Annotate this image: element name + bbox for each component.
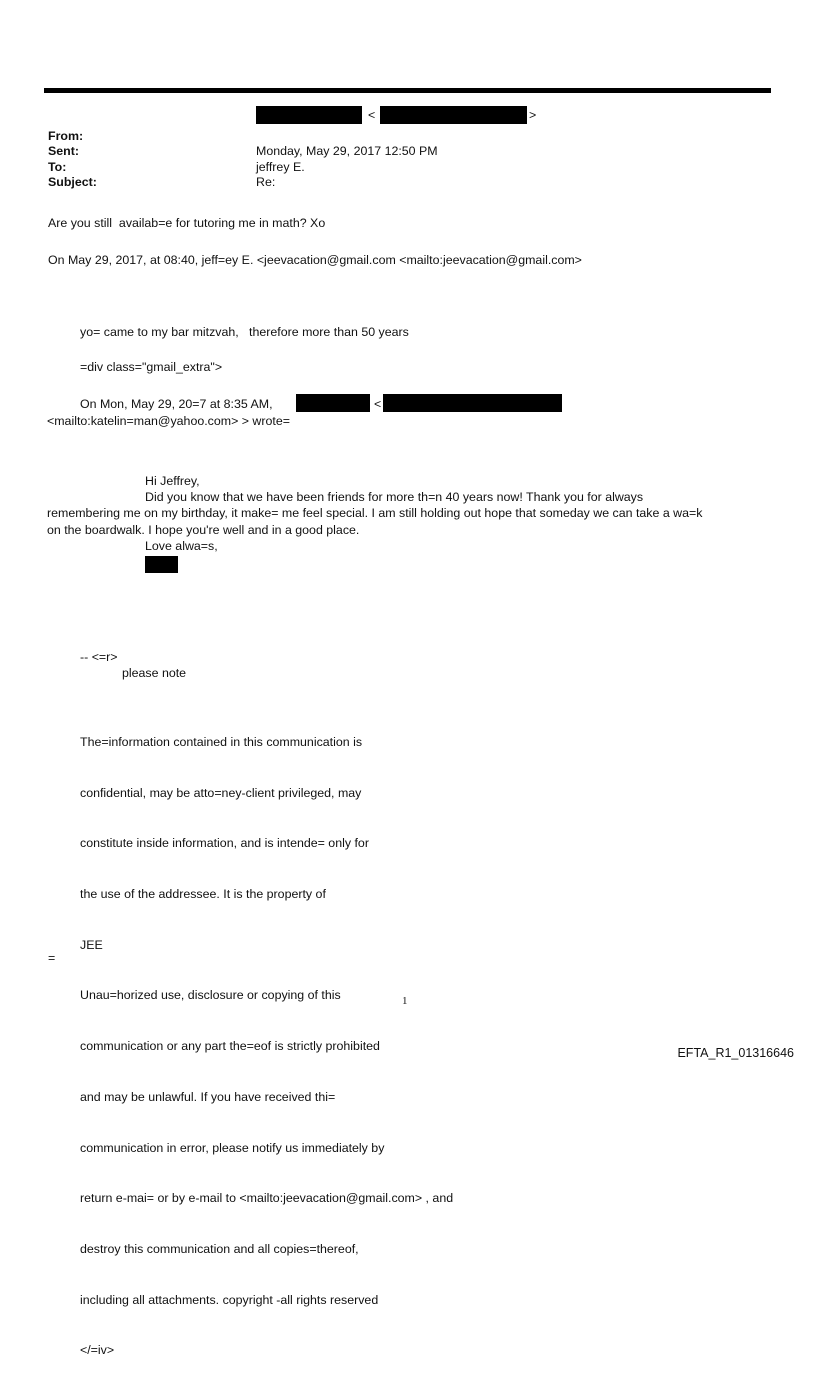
disclaimer-line: including all attachments. copyright -all rights reserved xyxy=(80,1292,379,1307)
closing: Love alwa=s, xyxy=(145,539,218,553)
disclaimer-line: return e-mai= or by e-mail to <mailto:jeevacation@gmail.com> , and xyxy=(80,1191,454,1206)
from-label: From: xyxy=(48,129,84,143)
body-line: yo= came to my bar mitzvah, therefore more than 50 years xyxy=(80,325,409,339)
sent-label: Sent: xyxy=(48,144,79,158)
subject-label: Subject: xyxy=(48,175,97,189)
disclaimer-line: communication or any part the=eof is strictly prohibited xyxy=(80,1039,380,1054)
redacted-signature xyxy=(145,556,178,573)
lt-symbol: < xyxy=(374,397,382,411)
body-line: On May 29, 2017, at 08:40, jeff=ey E. <jeevacation@gmail.com <mailto:jeevacation@gmail.com> xyxy=(48,253,582,267)
from-gt: > xyxy=(529,108,537,122)
document-id: EFTA_R1_01316646 xyxy=(677,1046,794,1060)
to-label: To: xyxy=(48,160,67,174)
disclaimer-line: and may be unlawful. If you have received thi= xyxy=(80,1089,336,1104)
signature-line: -- <=r> xyxy=(80,650,118,664)
redacted-email xyxy=(383,394,562,412)
disclaimer-line: constitute inside information, and is intende= only for xyxy=(80,836,369,851)
message-line: on the boardwalk. I hope you're well and in a good place. xyxy=(47,523,360,537)
body-line: On Mon, May 29, 20=7 at 8:35 AM, xyxy=(80,397,273,411)
disclaimer-line: the use of the addressee. It is the property of xyxy=(80,886,326,901)
body-line: Are you still availab=e for tutoring me in math? Xo xyxy=(48,216,326,230)
to-value: jeffrey E. xyxy=(256,160,305,174)
signature-line: please note xyxy=(122,666,187,680)
subject-value: Re: xyxy=(256,175,276,189)
redacted-name-block xyxy=(296,394,368,412)
disclaimer-line: communication in error, please notify us immediately by xyxy=(80,1140,385,1155)
disclaimer-line: JEE xyxy=(80,937,103,952)
greeting: Hi Jeffrey, xyxy=(145,474,200,488)
trailing-equals: = xyxy=(48,951,56,965)
message-line: remembering me on my birthday, it make= me feel special. I am still holding out hope that someday we can take a wa=k xyxy=(47,506,703,520)
message-line: Did you know that we have been friends for more th=n 40 years now! Thank you for always xyxy=(145,490,644,504)
disclaimer-line: destroy this communication and all copies=thereof, xyxy=(80,1242,359,1256)
from-lt: < xyxy=(368,108,376,122)
disclaimer-line: The=information contained in this communication is xyxy=(80,734,363,749)
disclaimer-line: Unau=horized use, disclosure or copying of this xyxy=(80,988,341,1003)
redacted-sender-name xyxy=(256,106,362,124)
sent-value: Monday, May 29, 2017 12:50 PM xyxy=(256,144,438,158)
disclaimer xyxy=(80,700,453,1376)
body-line: =div class="gmail_extra"> xyxy=(80,360,223,374)
body-line: <mailto:katelin=man@yahoo.com> > wrote= xyxy=(47,414,290,428)
header-rule xyxy=(44,88,771,93)
disclaimer-line: </=iv> xyxy=(80,1343,115,1358)
page-number: 1 xyxy=(402,995,408,1007)
disclaimer-line: confidential, may be atto=ney-client privileged, may xyxy=(80,785,362,800)
redacted-sender-email xyxy=(380,106,527,124)
